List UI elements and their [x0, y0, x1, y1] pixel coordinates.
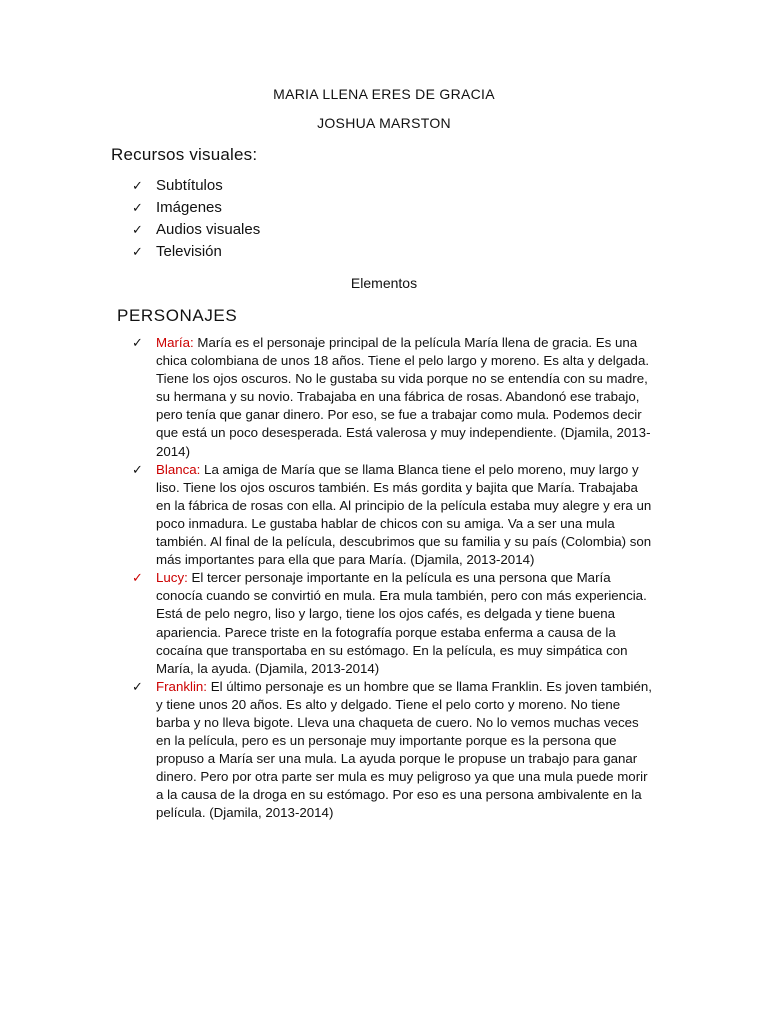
- character-name: María:: [156, 335, 194, 350]
- character-entry-lucy: [132, 569, 652, 678]
- check-icon: ✓: [132, 200, 143, 215]
- check-icon: ✓: [132, 178, 143, 193]
- check-icon: ✓: [132, 244, 143, 259]
- recurso-label: Televisión: [156, 243, 222, 260]
- check-icon: ✓: [132, 335, 143, 350]
- character-entry-blanca: [132, 461, 652, 570]
- list-item: [132, 175, 260, 197]
- list-item: [132, 241, 260, 263]
- check-icon: ✓: [132, 678, 143, 694]
- recurso-label: Imágenes: [156, 199, 222, 216]
- list-item: [132, 197, 260, 219]
- character-entry-maria: [132, 334, 652, 461]
- document-author: JOSHUA MARSTON: [317, 115, 451, 131]
- character-name: Blanca:: [156, 461, 201, 477]
- personajes-heading: PERSONAJES: [117, 306, 238, 325]
- character-description: María es el personaje principal de la película María llena de gracia. Es una chica colombiana de unos 18 años. Tiene el pelo largo y moreno. Es alta y delgada. Tiene los ojos oscuros. No le gustaba su vida porque no se entendía con su madre, su hermana y su novio. Trabajaba en una fábrica de rosas. Abandonó ese trabajo, pero tenía que ganar dinero. Por eso, se fue a trabajar como mula. Podemos decir que está un poco desesperada. Está valerosa y muy independiente. (Djamila, 2013-2014): [156, 335, 651, 459]
- check-icon: ✓: [132, 570, 143, 586]
- character-description: El tercer personaje importante en la película es una persona que María conocía cuando se convirtió en mula. Era mula también, pero con más experiencia. Está de pelo negro, liso y largo, tiene los ojos cafés, es delgada y tiene buena apariencia. Parece triste en la fotografía porque estaba enferma a causa de la cocaína que transportaba en su estómago. En la película, es muy simpática con María, la ayuda. (Djamila, 2013-2014): [156, 570, 647, 676]
- elementos-heading: Elementos: [350, 275, 418, 291]
- character-description: El último personaje es un hombre que se llama Franklin. Es joven también, y tiene unos 20 años. Es alto y delgado. Tiene el pelo corto y moreno. No tiene barba y no lleva bigote. Lleva una chaqueta de cuero. No lo vemos muchas veces en la película, pero es un personaje muy importante porque es la persona que propuso a María ser una mula. La ayuda porque le propuse un trabajo para ganar dinero. Pero por otra parte ser mula es muy peligroso ya que una mula puede morir a la causa de la droga en su estómago. Por eso es una persona ambivalente en la película. (Djamila, 2013-2014): [156, 678, 652, 821]
- character-name: Franklin:: [156, 678, 207, 694]
- check-icon: ✓: [132, 461, 143, 477]
- character-list: [132, 334, 652, 823]
- check-icon: ✓: [132, 222, 143, 237]
- recursos-heading: Recursos visuales:: [111, 145, 258, 164]
- recurso-label: Subtítulos: [156, 177, 223, 194]
- recurso-label: Audios visuales: [156, 221, 261, 238]
- character-description: La amiga de María que se llama Blanca tiene el pelo moreno, muy largo y liso. Tiene los ojos oscuros también. Es más gordita y bajita que María. Trabajaba en la fábrica de rosas con ella. Al principio de la película estaba muy alegre y era un poco inmadura. Le gustaba hablar de chicos con su amiga. Va a ser una mula también. Al final de la película, descubrimos que su familia y su país (Colombia) son más importantes para ella que para María. (Djamila, 2013-2014): [156, 461, 652, 568]
- character-name: Lucy:: [156, 570, 188, 586]
- character-entry-franklin: [132, 678, 652, 823]
- document-title: MARIA LLENA ERES DE GRACIA: [273, 86, 495, 102]
- list-item: [132, 219, 260, 241]
- recursos-list: [132, 175, 260, 263]
